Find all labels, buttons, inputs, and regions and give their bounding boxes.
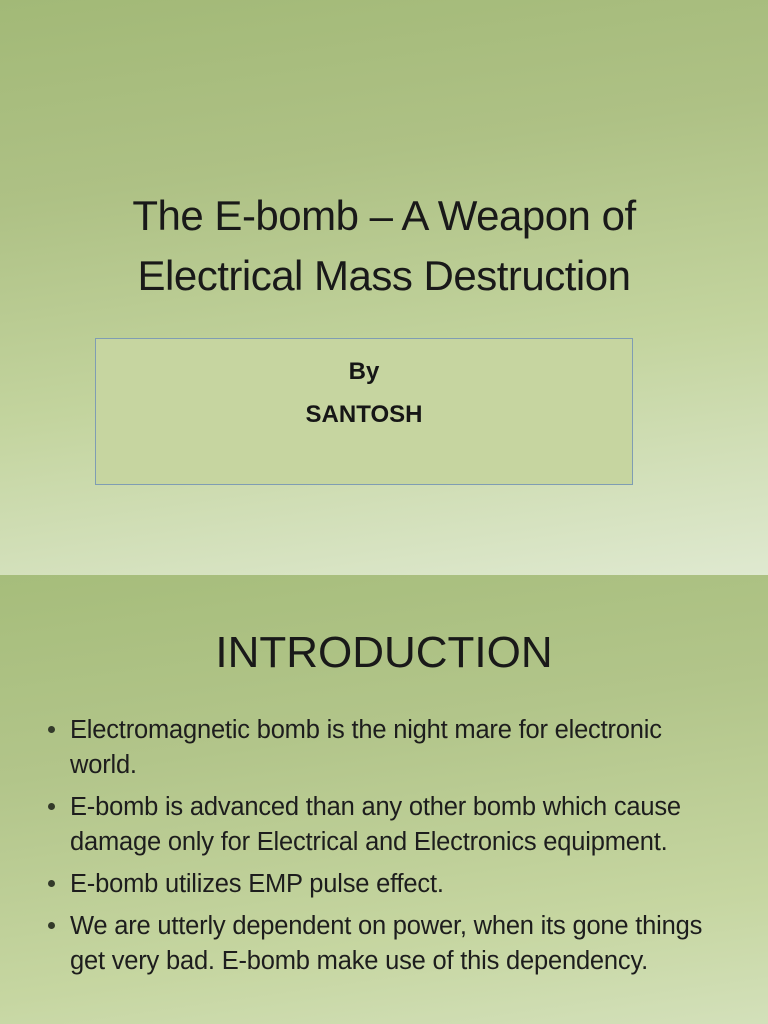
slide2-heading: INTRODUCTION [215, 628, 553, 677]
slide1-title-line1: The E-bomb – A Weapon of [132, 192, 636, 239]
bullet-text: E-bomb utilizes EMP pulse effect. [70, 870, 444, 898]
bullet-text: Electromagnetic bomb is the night mare for electronic world. [70, 716, 662, 779]
bullet-item [46, 867, 718, 902]
bullet-dot-icon [48, 922, 55, 929]
bullet-item [46, 909, 718, 979]
bullet-dot-icon [48, 880, 55, 887]
bullet-item [46, 790, 718, 860]
bullet-item [46, 713, 718, 783]
bullet-dot-icon [48, 726, 55, 733]
byline-box [95, 338, 633, 485]
bullet-dot-icon [48, 803, 55, 810]
slide2-background [0, 575, 768, 1024]
bullet-list [46, 713, 718, 979]
bullet-text: E-bomb is advanced than any other bomb which cause damage only for Electrical and Electronics equipment. [70, 793, 681, 856]
slide-page-2 [0, 575, 768, 1024]
byline-label: By [348, 358, 380, 385]
bullet-text: We are utterly dependent on power, when its gone things get very bad. E-bomb make use of this dependency. [70, 912, 703, 975]
slide1-title-line2: Electrical Mass Destruction [137, 252, 631, 299]
byline-author: SANTOSH [305, 401, 423, 428]
slide1-title [0, 186, 768, 306]
